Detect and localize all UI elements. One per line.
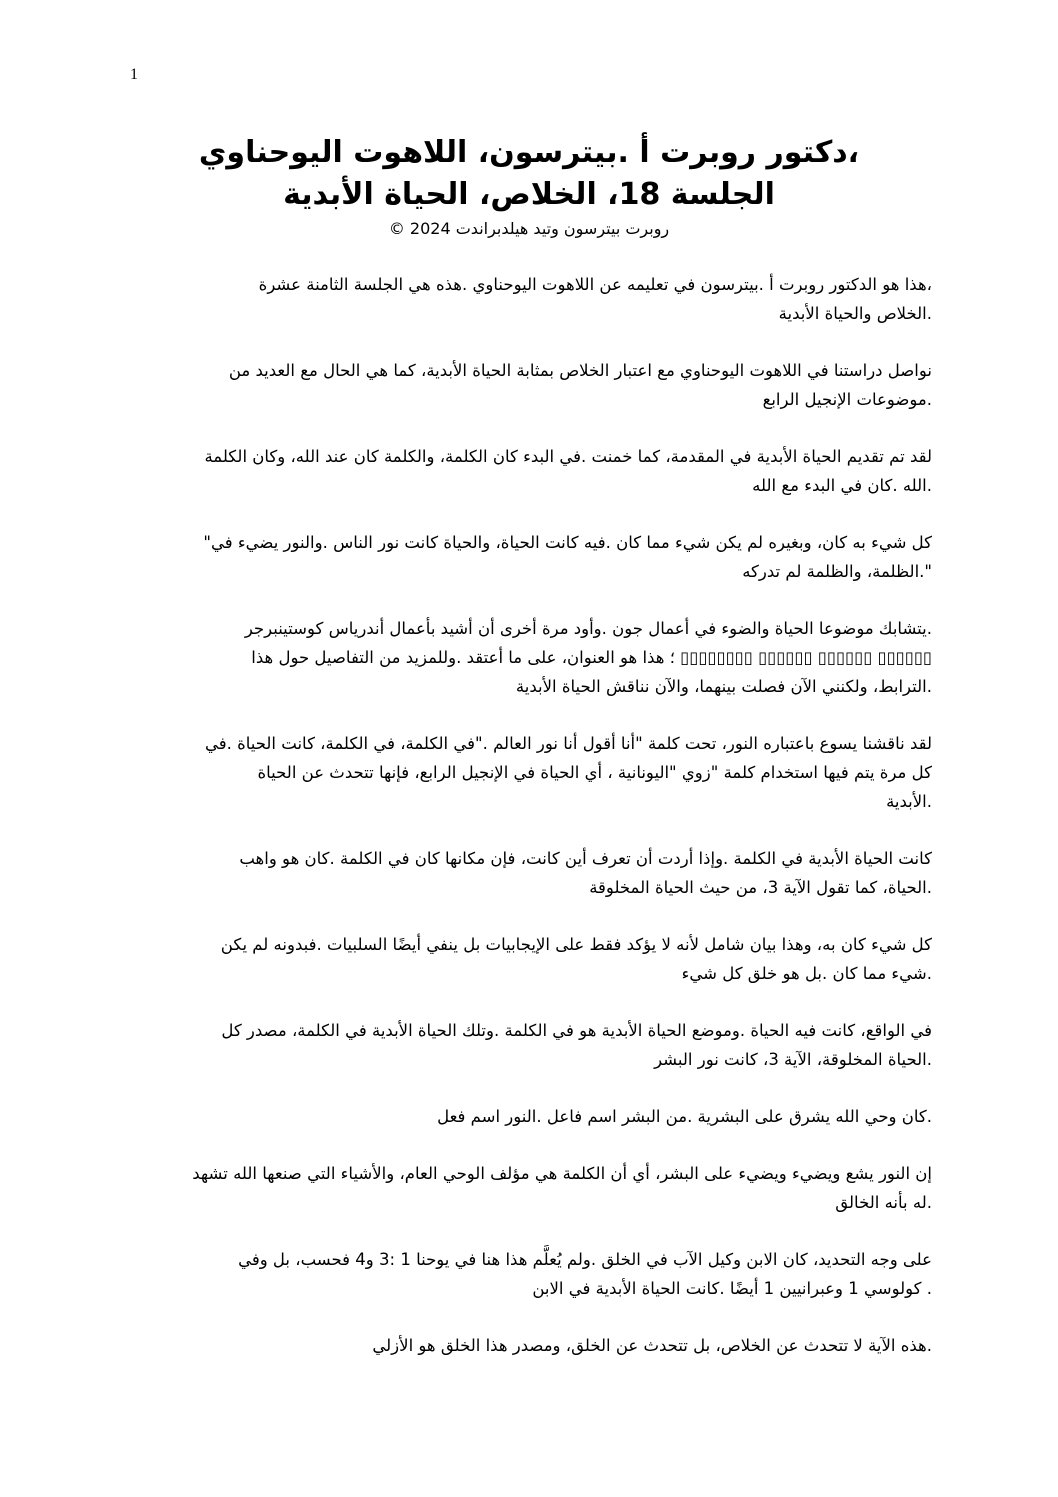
body-text xyxy=(136,270,932,1388)
paragraph-line: .الله .كان في البدء مع الله xyxy=(752,476,932,495)
paragraph-line: كل شيء به كان، وبغيره لم يكن شيء مما كان .فيه كانت الحياة، والحياة كانت نور الناس .والنور يضيء في" xyxy=(203,533,932,552)
paragraph-line: على وجه التحديد، كان الابن وكيل الآب في الخلق .ولم يُعلَّم هذا هنا في يوحنا 1 :3 و4 فحسب، بل وفي xyxy=(238,1250,932,1269)
paragraph-line: كل شيء كان به، وهذا بيان شامل لأنه لا يؤكد فقط على الإيجابيات بل ينفي أيضًا السلبيات .فبدونه لم يكن xyxy=(220,935,932,954)
paragraph-line: . كولوسي 1 وعبرانيين 1 أيضًا .كانت الحياة الأبدية في الابن xyxy=(532,1279,932,1298)
paragraph-2 xyxy=(136,356,932,414)
page-number: 1 xyxy=(130,66,138,83)
paragraph-line: ▯▯▯▯▯▯ ▯▯▯▯▯▯ ▯▯▯▯▯▯ ▯▯▯▯▯▯▯▯ ؛ هذا هو العنوان، على ما أعتقد .وللمزيد من التفاصيل حول هذا xyxy=(251,648,932,667)
paragraph-line: نواصل دراستنا في اللاهوت اليوحناوي مع اعتبار الخلاص بمثابة الحياة الأبدية، كما هي الحال مع العديد من xyxy=(228,361,932,380)
paragraph-7 xyxy=(136,844,932,902)
paragraph-line: .شيء مما كان .بل هو خلق كل شيء xyxy=(681,964,932,983)
paragraph-line: .له بأنه الخالق xyxy=(835,1193,932,1212)
paragraph-line: .الترابط، ولكنني الآن فصلت بينهما، والآن نناقش الحياة الأبدية xyxy=(515,677,932,696)
paragraph-line: لقد ناقشنا يسوع باعتباره النور، تحت كلمة "أنا أقول أنا نور العالم ."في الكلمة، في الكلمة، كانت الحياة .في xyxy=(204,734,932,753)
paragraph-12 xyxy=(136,1245,932,1303)
paragraph-line: كانت الحياة الأبدية في الكلمة .وإذا أردت أن تعرف أين كانت، فإن مكانها كان في الكلمة .كان هو واهب xyxy=(239,849,932,868)
paragraph-5 xyxy=(136,614,932,701)
paragraph-4 xyxy=(136,528,932,586)
paragraph-9 xyxy=(136,1016,932,1074)
paragraph-3 xyxy=(136,442,932,500)
paragraph-line: .الأبدية xyxy=(886,792,932,811)
paragraph-line: في الواقع، كانت فيه الحياة .وموضع الحياة الأبدية هو في الكلمة .وتلك الحياة الأبدية في الكلمة، مصدر كل xyxy=(221,1021,932,1040)
paragraph-6 xyxy=(136,729,932,816)
paragraph-line: .هذه الآية لا تتحدث عن الخلاص، بل تتحدث عن الخلق، ومصدر هذا الخلق هو الأزلي xyxy=(372,1336,932,1355)
paragraph-line: ،هذا هو الدكتور روبرت أ .بيترسون في تعليمه عن اللاهوت اليوحناوي .هذه هي الجلسة الثامنة عشرة xyxy=(258,275,932,294)
paragraph-line: .الحياة، كما تقول الآية 3، من حيث الحياة المخلوقة xyxy=(589,878,932,897)
title-line-2: الجلسة 18، الخلاص، الحياة الأبدية xyxy=(283,177,775,212)
copyright-line: روبرت بيترسون وتيد هيلدبراندت 2024 © xyxy=(388,219,670,238)
paragraph-line: ".الظلمة، والظلمة لم تدركه xyxy=(742,562,932,581)
paragraph-13 xyxy=(136,1331,932,1360)
paragraph-line: إن النور يشع ويضيء ويضيء على البشر، أي أن الكلمة هي مؤلف الوحي العام، والأشياء التي صنعها الله تشهد xyxy=(192,1164,932,1183)
paragraph-line: .يتشابك موضوعا الحياة والضوء في أعمال جون .وأود مرة أخرى أن أشيد بأعمال أندرياس كوستينبرجر xyxy=(244,619,932,638)
title-block xyxy=(150,132,908,242)
paragraph-1 xyxy=(136,270,932,328)
paragraph-line: .موضوعات الإنجيل الرابع xyxy=(762,390,932,409)
paragraph-11 xyxy=(136,1159,932,1217)
paragraph-line: .الحياة المخلوقة، الآية 3، كانت نور البشر xyxy=(654,1050,932,1069)
paragraph-line: لقد تم تقديم الحياة الأبدية في المقدمة، كما خمنت .في البدء كان الكلمة، والكلمة كان عند الله، وكان الكلمة xyxy=(204,447,932,466)
paragraph-10 xyxy=(136,1102,932,1131)
paragraph-line: .كان وحي الله يشرق على البشرية .من البشر اسم فاعل .النور اسم فعل xyxy=(437,1107,932,1126)
paragraph-8 xyxy=(136,930,932,988)
paragraph-line: .الخلاص والحياة الأبدية xyxy=(778,304,932,323)
title-line-1: ،دكتور روبرت أ .بيترسون، اللاهوت اليوحناوي xyxy=(198,135,860,170)
paragraph-line: كل مرة يتم فيها استخدام كلمة "زوي "اليونانية ، أي الحياة في الإنجيل الرابع، فإنها تتحدث عن الحياة xyxy=(257,763,932,782)
